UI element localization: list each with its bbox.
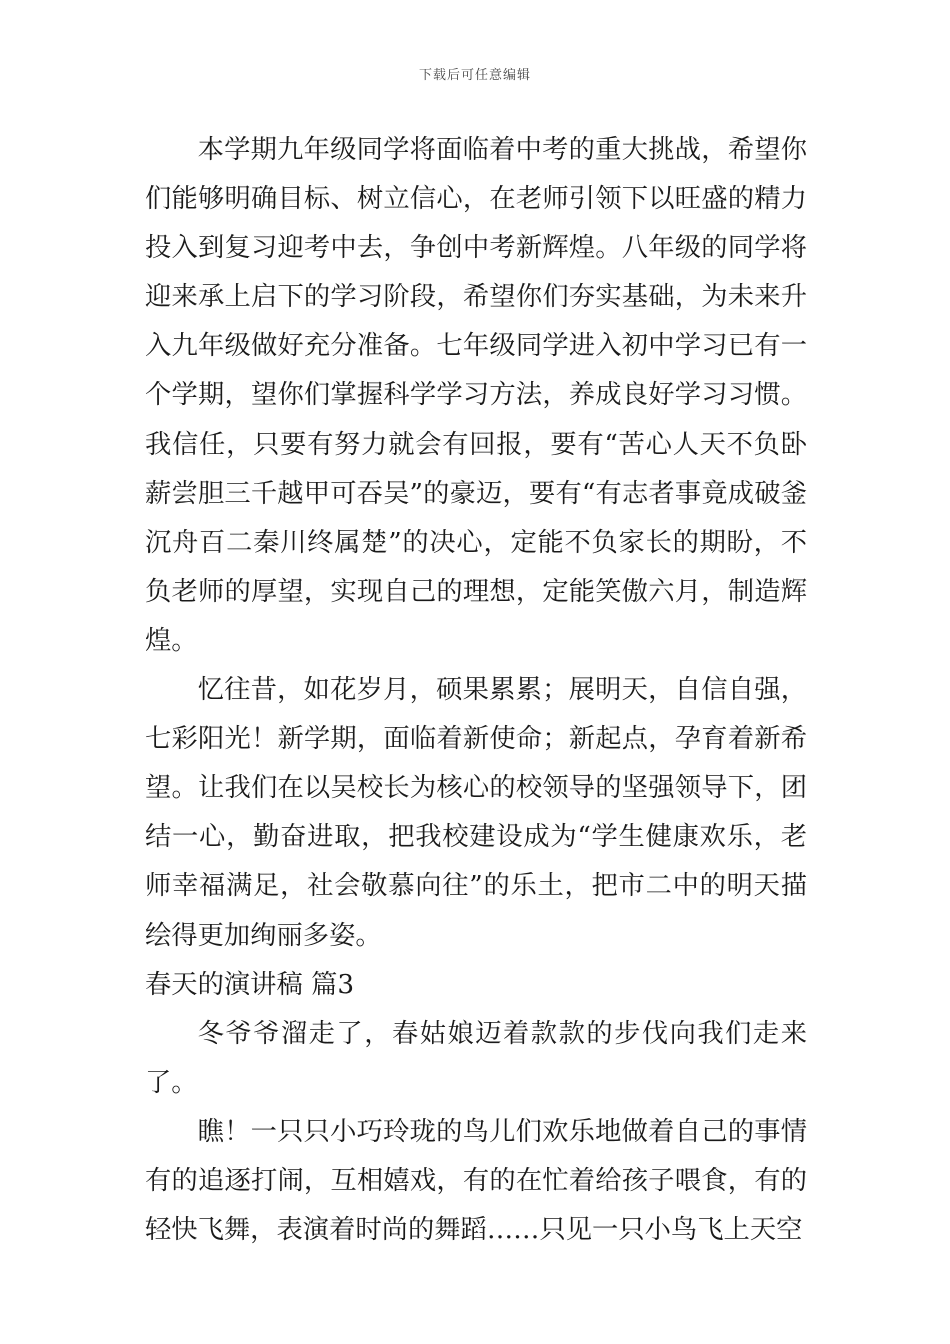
paragraph-exam-encouragement: 本学期九年级同学将面临着中考的重大挑战，希望你们能够明确目标、树立信心，在老师引领下以旺盛的精力投入到复习迎考中去，争创中考新辉煌。八年级的同学将迎来承上启下的学习阶段，希望你们夯实基础，为未来升入九年级做好充分准备。七年级同学进入初中学习已有一个学期，望你们掌握科学学习方法，养成良好学习习惯。我信任，只要有努力就会有回报，要有“苦心人天不负卧薪尝胆三千越甲可吞吴”的豪迈，要有“有志者事竟成破釜沉舟百二秦川终属楚”的决心，定能不负家长的期盼，不负老师的厚望，实现自己的理想，定能笑傲六月，制造辉煌。: [145, 135, 807, 656]
paragraph-birds: 瞧！一只只小巧玲珑的鸟儿们欢乐地做着自己的事情有的追逐打闹，互相嬉戏，有的在忙着给孩子喂食，有的轻快飞舞，表演着时尚的舞蹈……只见一只小鸟飞上天空: [145, 1116, 807, 1246]
document-body: [145, 126, 807, 1255]
section-title: 春天的演讲稿 篇3: [145, 969, 355, 1000]
paragraph-new-semester: 忆往昔，如花岁月，硕果累累；展明天，自信自强，七彩阳光！新学期，面临着新使命；新起点，孕育着新希望。让我们在以吴校长为核心的校领导的坚强领导下，团结一心，勤奋进取，把我校建设成为“学生健康欢乐，老师幸福满足，社会敬慕向往”的乐土，把市二中的明天描绘得更加绚丽多姿。: [145, 675, 807, 951]
page-header-note: 下载后可任意编辑: [418, 68, 531, 83]
paragraph-spring-arrives: 冬爷爷溜走了，春姑娘迈着款款的步伐向我们走来了。: [145, 1018, 807, 1098]
